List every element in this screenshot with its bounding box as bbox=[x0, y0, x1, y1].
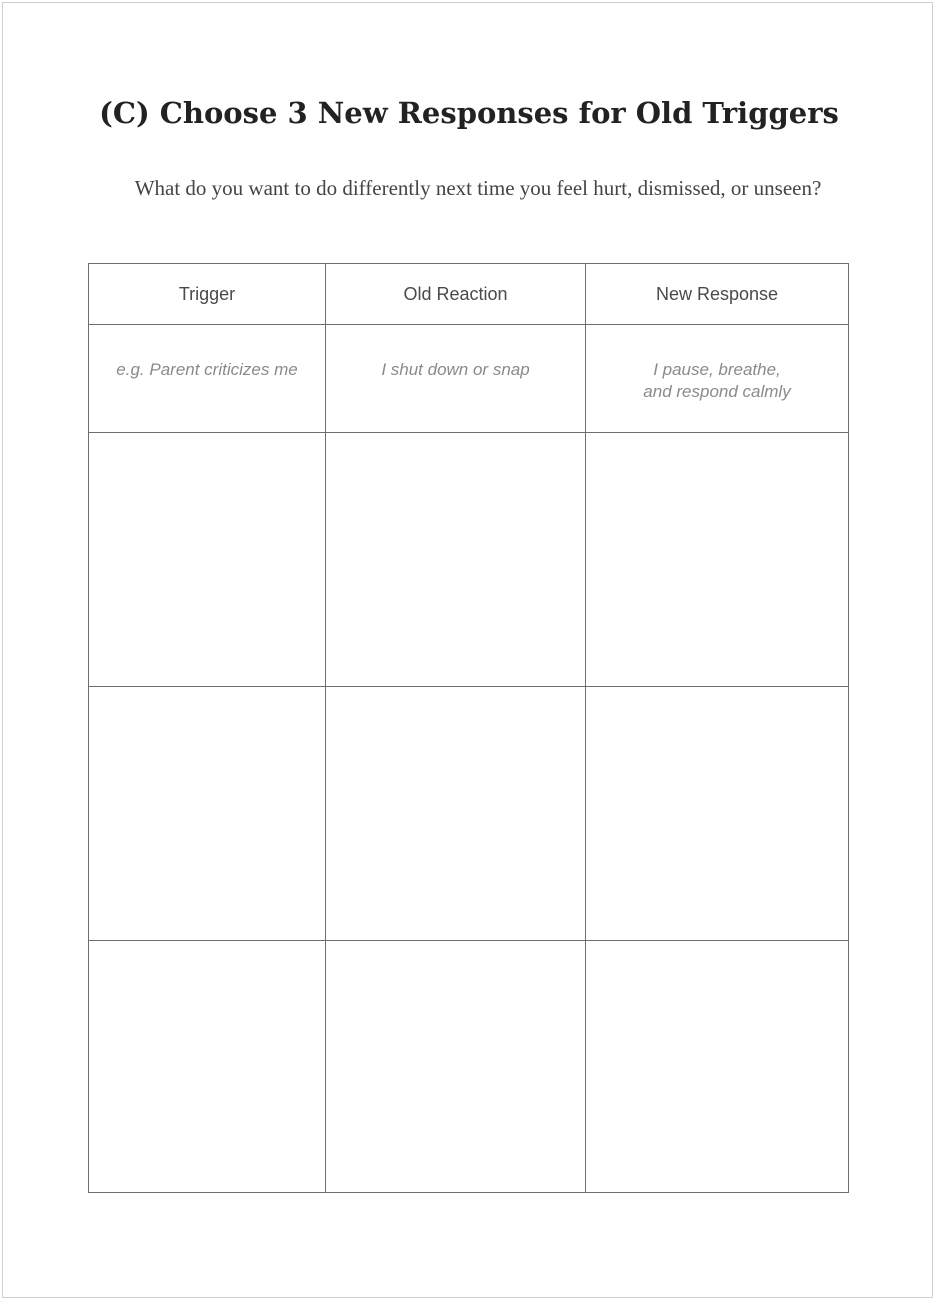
example-trigger-text: e.g. Parent criticizes me bbox=[116, 360, 298, 379]
example-trigger-cell bbox=[89, 325, 326, 433]
trigger-input-cell[interactable] bbox=[89, 687, 326, 941]
example-old-reaction-cell bbox=[326, 325, 586, 433]
new-response-input-cell[interactable] bbox=[586, 433, 849, 687]
header-trigger: Trigger bbox=[89, 264, 326, 325]
old-reaction-input-cell[interactable] bbox=[326, 433, 586, 687]
header-old-reaction: Old Reaction bbox=[326, 264, 586, 325]
page-subtitle: What do you want to do differently next time you feel hurt, dismissed, or unseen? bbox=[134, 176, 822, 200]
example-new-response-text: I pause, breathe, and respond calmly bbox=[643, 360, 791, 401]
trigger-input-cell[interactable] bbox=[89, 941, 326, 1193]
new-response-input-cell[interactable] bbox=[586, 687, 849, 941]
old-reaction-input-cell[interactable] bbox=[326, 687, 586, 941]
table-row bbox=[89, 433, 849, 687]
table-header-row bbox=[89, 264, 849, 325]
old-reaction-input-cell[interactable] bbox=[326, 941, 586, 1193]
example-row bbox=[89, 325, 849, 433]
trigger-input-cell[interactable] bbox=[89, 433, 326, 687]
header-new-response: New Response bbox=[586, 264, 849, 325]
new-response-input-cell[interactable] bbox=[586, 941, 849, 1193]
example-old-reaction-text: I shut down or snap bbox=[381, 360, 530, 379]
example-new-response-cell bbox=[586, 325, 849, 433]
worksheet-table bbox=[88, 263, 849, 1193]
page-title: (C) Choose 3 New Responses for Old Triggers bbox=[99, 96, 839, 130]
table-row bbox=[89, 941, 849, 1193]
table-row bbox=[89, 687, 849, 941]
